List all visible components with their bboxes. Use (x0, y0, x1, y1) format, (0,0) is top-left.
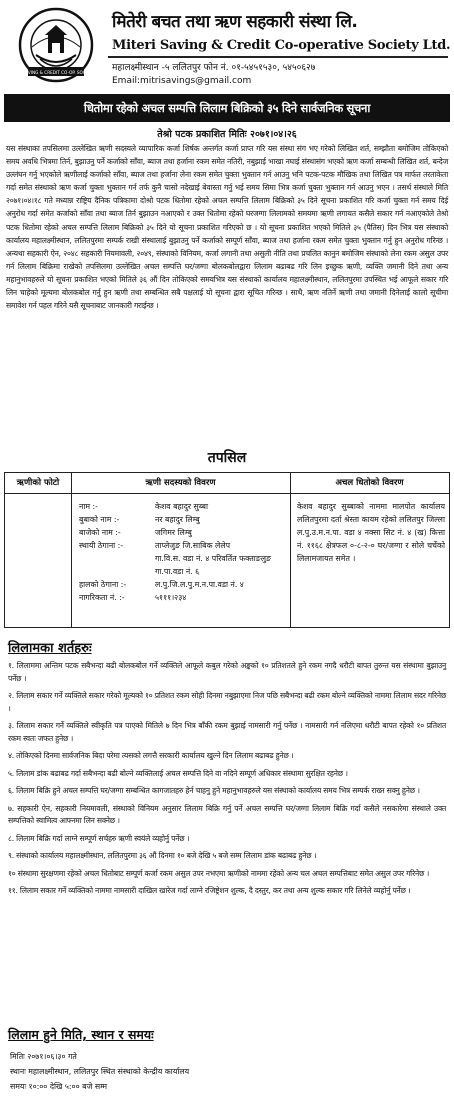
term-item: ९. संस्थाको कार्यालय महालक्ष्मीस्थान, ललितपुरमा ३६ औं दिनमा १० बजे देखि ५ बजे सम्म लिलाम डांक बढाबढ हुनेछ । (8, 851, 317, 860)
borrower-row (79, 578, 285, 591)
term-item: ५. लिलाम डांक बढाबढ गर्दा सबैभन्दा बढी बोल्ने व्यक्तिलाई अचल सम्पत्ति दिने वा नदिने सम्पूर्ण अधिकार संस्थामा सुरक्षित रहनेछ । (8, 768, 348, 778)
cooperative-logo-icon (7, 7, 105, 83)
borrower-row (79, 526, 285, 539)
header-collateral-details: अचल धितोको विवरण (335, 478, 404, 488)
table-divider (290, 473, 291, 627)
borrower-row (79, 513, 285, 526)
term-item: ६. लिलाम बिक्रि हुने अचल सम्पत्ति घर/जग्गा सम्बन्धित कागजातहरु हेर्न चाहनु हुने महानुभावहरुले यस संस्थाको कार्यालय समय भित्र सम्पर्क राख्न सक्नु हुनेछ । (8, 786, 420, 795)
details-table (4, 472, 450, 628)
borrower-value: गा.पा.वडा नं. ६ (155, 567, 200, 576)
borrower-row (79, 565, 285, 578)
header-divider (108, 56, 448, 58)
details-heading: तपसिल (207, 450, 247, 466)
borrower-value: जगिमर लिम्बु (155, 528, 192, 537)
collateral-details: केशव बहादुर सुब्बाको नाममा मालपोत कार्यालय ललितपुरमा दर्ता श्रेस्ता कायम रहेको ललितपुर जिल्ला ल.पु.उ.म.न.पा. वडा ४ नक्सा सिट नं. ४ (ख) कित्ता नं. ११६८ क्षेत्रफल ०-८-२-० घर/जग्गा र सोले चर्चेको लिलामजायत समेत । (297, 502, 445, 563)
borrower-label: स्थायी ठेगाना :- (79, 541, 124, 550)
borrower-details (79, 500, 285, 604)
borrower-value: ल.पु.जि.ल.पु.म.न.पा.वडा नं. ४ (155, 580, 244, 589)
term-item: ३. लिलाम सकार गर्ने व्यक्तिले स्वीकृति पत्र पाएको मितिले ७ दिन भित्र बाँकी रकम बुझाई नामसारी गर्नु पर्नेछ । नामसारी गर्न नलिएमा धरौटी बापत रहेको १० प्रतिशत रकम स्वतः जफत हुनेछ । (8, 721, 446, 743)
auction-date: मितिः २०७१।०६।३० गते (10, 1052, 77, 1061)
auction-place: स्थानः महालक्ष्मीस्थान, ललितपुर स्थित संस्थाको केन्द्रीय कार्यालय (10, 1067, 190, 1076)
term-item: ४. तोकिएको दिनमा सार्वजनिक बिदा परेमा त्यसको लगत्तै सरकारी कार्यालय खुल्ने दिन लिलाम बढाबढ हुनेछ । (8, 751, 294, 760)
borrower-label: बुबाको नाम :- (79, 515, 120, 524)
borrower-value: गा.वि.स. वडा नं. ४ परिवर्तित फक्ताङलुङ (155, 554, 271, 563)
notice-body: यस संस्थाका तपसिलमा उल्लेखित ऋणी सदस्यले व्यापारिक कर्जा शिर्षक अन्तर्गत कर्जा प्राप्त गरि यस संस्था संग भए गरेको लिखित शर्त, सम्झौता बमोजिम तोकिएको समय अवधि भित्रमा तिर्न, बुझाउनु पर्ने कर्जाको साँवा, ब्याज तथा हर्जाना रकम समेत नतिरी, नबुझाई भाखा नघाई संस्थासंग भएको ऋण कर्जा सम्बन्धी लिखित शर्त, बन्देज उल्लंघन गर्नु भएकोले ऋणीलाई कर्जाको साँवा, ब्याज तथा हर्जाना लेना रकम समेत चुक्ता भुक्तान गर्न आउनु भनि पटक-पटक मौखिक तथा लिखित पत्र मार्फत तरताकेता गर्दा समेत संस्थाको ऋण कर्जा चुक्ता भुक्तान गर्न तर्फ कुनै चासो नदेखाई बेवास्ता गर्नु भई समय सिमा भित्र कर्जा चुक्ता भुक्तान गर्न आउनु भएन । तसर्थ संस्थाले मिति २०७१।०४।१८ गते मध्यान्न राष्ट्रिय दैनिक पत्रिकामा दोश्रो पटक धितोमा रहेको अचल सम्पत्ति लिलाम बिक्रिको ३५ दिने सूचना प्रकाशित गरि कर्जा चुक्ता गर्न समय दिई अनुरोध गर्दा समेत कर्जाको साँवा तथा ब्याज तिर्न बुझाउन नआएको र उक्त धितोमा रहेको घरजग्गा लिलामको समयमा ऋणी लगायत कसैले सकार गर्न नआएकोले तेश्रो पटक धितोमा रहेको अचल सम्पत्ति लिलाम बिक्रिको ३५ दिने यो सूचना प्रकाशित गरिएको छ । यो सूचना प्रकाशित भएको मितिले ३५ (पैतिस) दिन भित्र यस संस्थाको कार्यालय महालक्ष्मीस्थान, ललितपुरमा सम्पर्क राखी संस्थालाई बुझाउनु पर्ने कर्जाको सम्पूर्ण साँवा, ब्याज तथा हर्जाना रकम समेत चुक्ता भुक्तान गर्नु हुन अनुरोध गरिन्छ । अन्यथा सहकारी ऐन, २०४८ सहकारी नियमावली, २०४९, संस्थाको विनियम, कर्जा लगानी तथा असुली नीति तथा प्रचलित कानुन बमोजिम संस्थाको लेना रकम असुल उपर गर्न लिलाम बिक्रिमा राखेको तपसिलमा उल्लेखित अचल सम्पत्ति घर/जग्गा बोलकबोलद्वारा लिलाम बढाबढ गरि लिन इच्छुक ऋणी, व्यक्ति जमानी दिने तथा अन्य महानुभावहरुले यो सूचना प्रकाशित भएको मितिले ३६ औं दिन तोकिएको समयभित्र यस संस्थाको कार्यालय महालक्ष्मीस्थान, ललितपुरमा उपस्थित भई आफूले सकार गरि लिन चाहेको मूल्यमा बोलकबोल गर्नु हुन ऋणी तथा सम्बन्धित सबै पक्षलाई यो सूचना द्वारा सूचित गरिन्छ । साथै, ऋण नतिर्ने ऋणी तथा जमानी दिनेलाई कालो सूचीमा समावेश गर्न पहल गरिने यसै सूचनाबाट जानकारी गराईन्छ । (6, 144, 448, 311)
terms-list (8, 660, 446, 903)
auction-time: समयः १०:०० देखि ५:०० बजे सम्म (10, 1082, 108, 1091)
borrower-label: नाम :- (79, 502, 98, 511)
terms-heading: लिलामका शर्तहरुः (8, 641, 92, 656)
borrower-value: ताप्लेजुङ जि.साबिक लेलेप (155, 541, 231, 550)
borrower-row (79, 539, 285, 552)
term-item: ७. सहकारी ऐन, सहकारी नियमावली, संस्थाको विनियम अनुसार लिलाम बिक्रि गर्नु पर्ने अचल सम्पत्ति घर/जग्गा लिलाम बिक्रि गर्दा कसैले नसकारेमा संस्थाले उक्त सम्पत्तिको स्वामित्व आफ्नमा लिन सक्नेछ । (8, 803, 446, 825)
table-divider (71, 473, 72, 627)
header-borrower-details: ऋणी सदस्यको विवरण (145, 478, 216, 488)
org-address: महालक्ष्मीस्थान -५ ललितपुर फोन नं. ०१-५४५१५३०, ५४५०६२७ (112, 63, 316, 73)
borrower-value: नर बहादुर लिम्बु (155, 515, 200, 524)
borrower-value: ५१११।२३४ (155, 593, 187, 602)
term-item: २. लिलाम सकार गर्ने व्यक्तिले सकार गरेको मूल्यको १० प्रतिशत रकम सोही दिनमा नबुझाएमा निज पछि सबैभन्दा बढी रकम बोल्ने व्यक्तिको नाममा लिलाम सदर गरिनेछ । (8, 691, 446, 713)
logo-text: MITERI SAVING & CREDIT CO-OP. SOCIETY LTD. (7, 70, 105, 75)
org-name-english: Miteri Saving & Credit Co-operative Society Ltd. (112, 38, 451, 53)
auction-info (10, 1049, 440, 1094)
header-borrower-photo: ऋणीको फोटो (16, 478, 60, 488)
notice-banner: धितोमा रहेको अचल सम्पत्ति लिलाम बिक्रिको ३५ दिने सार्वजनिक सूचना (4, 94, 450, 122)
org-name-nepali: मितेरी बचत तथा ऋण सहकारी संस्था लि. (112, 12, 358, 32)
org-email: Email:mitrisavings@gmail.com (112, 76, 252, 86)
term-item: ८. लिलाम बिक्रि गर्दा लाग्ने सम्पूर्ण सर्चहरु ऋणी स्वयंले व्यहोर्नु पर्नेछ । (8, 833, 190, 843)
borrower-value: केशव बहादुर सुब्बा (155, 502, 209, 511)
borrower-label: नागरिकता नं. :- (79, 593, 125, 602)
letterhead (4, 3, 450, 93)
term-item: १० संस्थामा सुरक्षणमा रहेको अचल धितोबाट सम्पूर्ण कर्जा रकम असुल उपर नभएमा ऋणीको नाममा रहेको अन्य चल अचल सम्पत्तिबाट समेत असुल उपर गरिनेछ । (8, 868, 430, 878)
borrower-row (79, 500, 285, 513)
borrower-label: हालको ठेगाना :- (79, 580, 127, 589)
borrower-row (79, 552, 285, 565)
borrower-label: बाजेको नाम :- (79, 528, 121, 537)
auction-heading: लिलाम हुने मिति, स्थान र समयः (8, 1027, 154, 1042)
publication-date: तेश्रो पटक प्रकाशित मितिः २०७१।०४।२६ (157, 129, 297, 140)
term-item: ११. लिलाम सकार गर्ने व्यक्तिको नाममा नामसारी दाखिल खारेज गर्दा लाग्ने रजिष्ट्रेशन शुल्क, दै दस्तुर, कर तथा अन्य शुल्क सकार गरि लिनेले व्यहोर्नु पर्नेछ । (8, 886, 411, 895)
term-item: १. लिलाममा अन्तिम पटक सबैभन्दा बढी बोलकबोल गर्ने व्यक्तिले आफूले कबुल गरेको अङ्कको १० प्रतिशतले हुने रकम नगदै धरौटी बापत तुरुन्त यस संस्थामा बुझाउनु पर्नेछ । (8, 661, 446, 683)
borrower-row (79, 591, 285, 604)
